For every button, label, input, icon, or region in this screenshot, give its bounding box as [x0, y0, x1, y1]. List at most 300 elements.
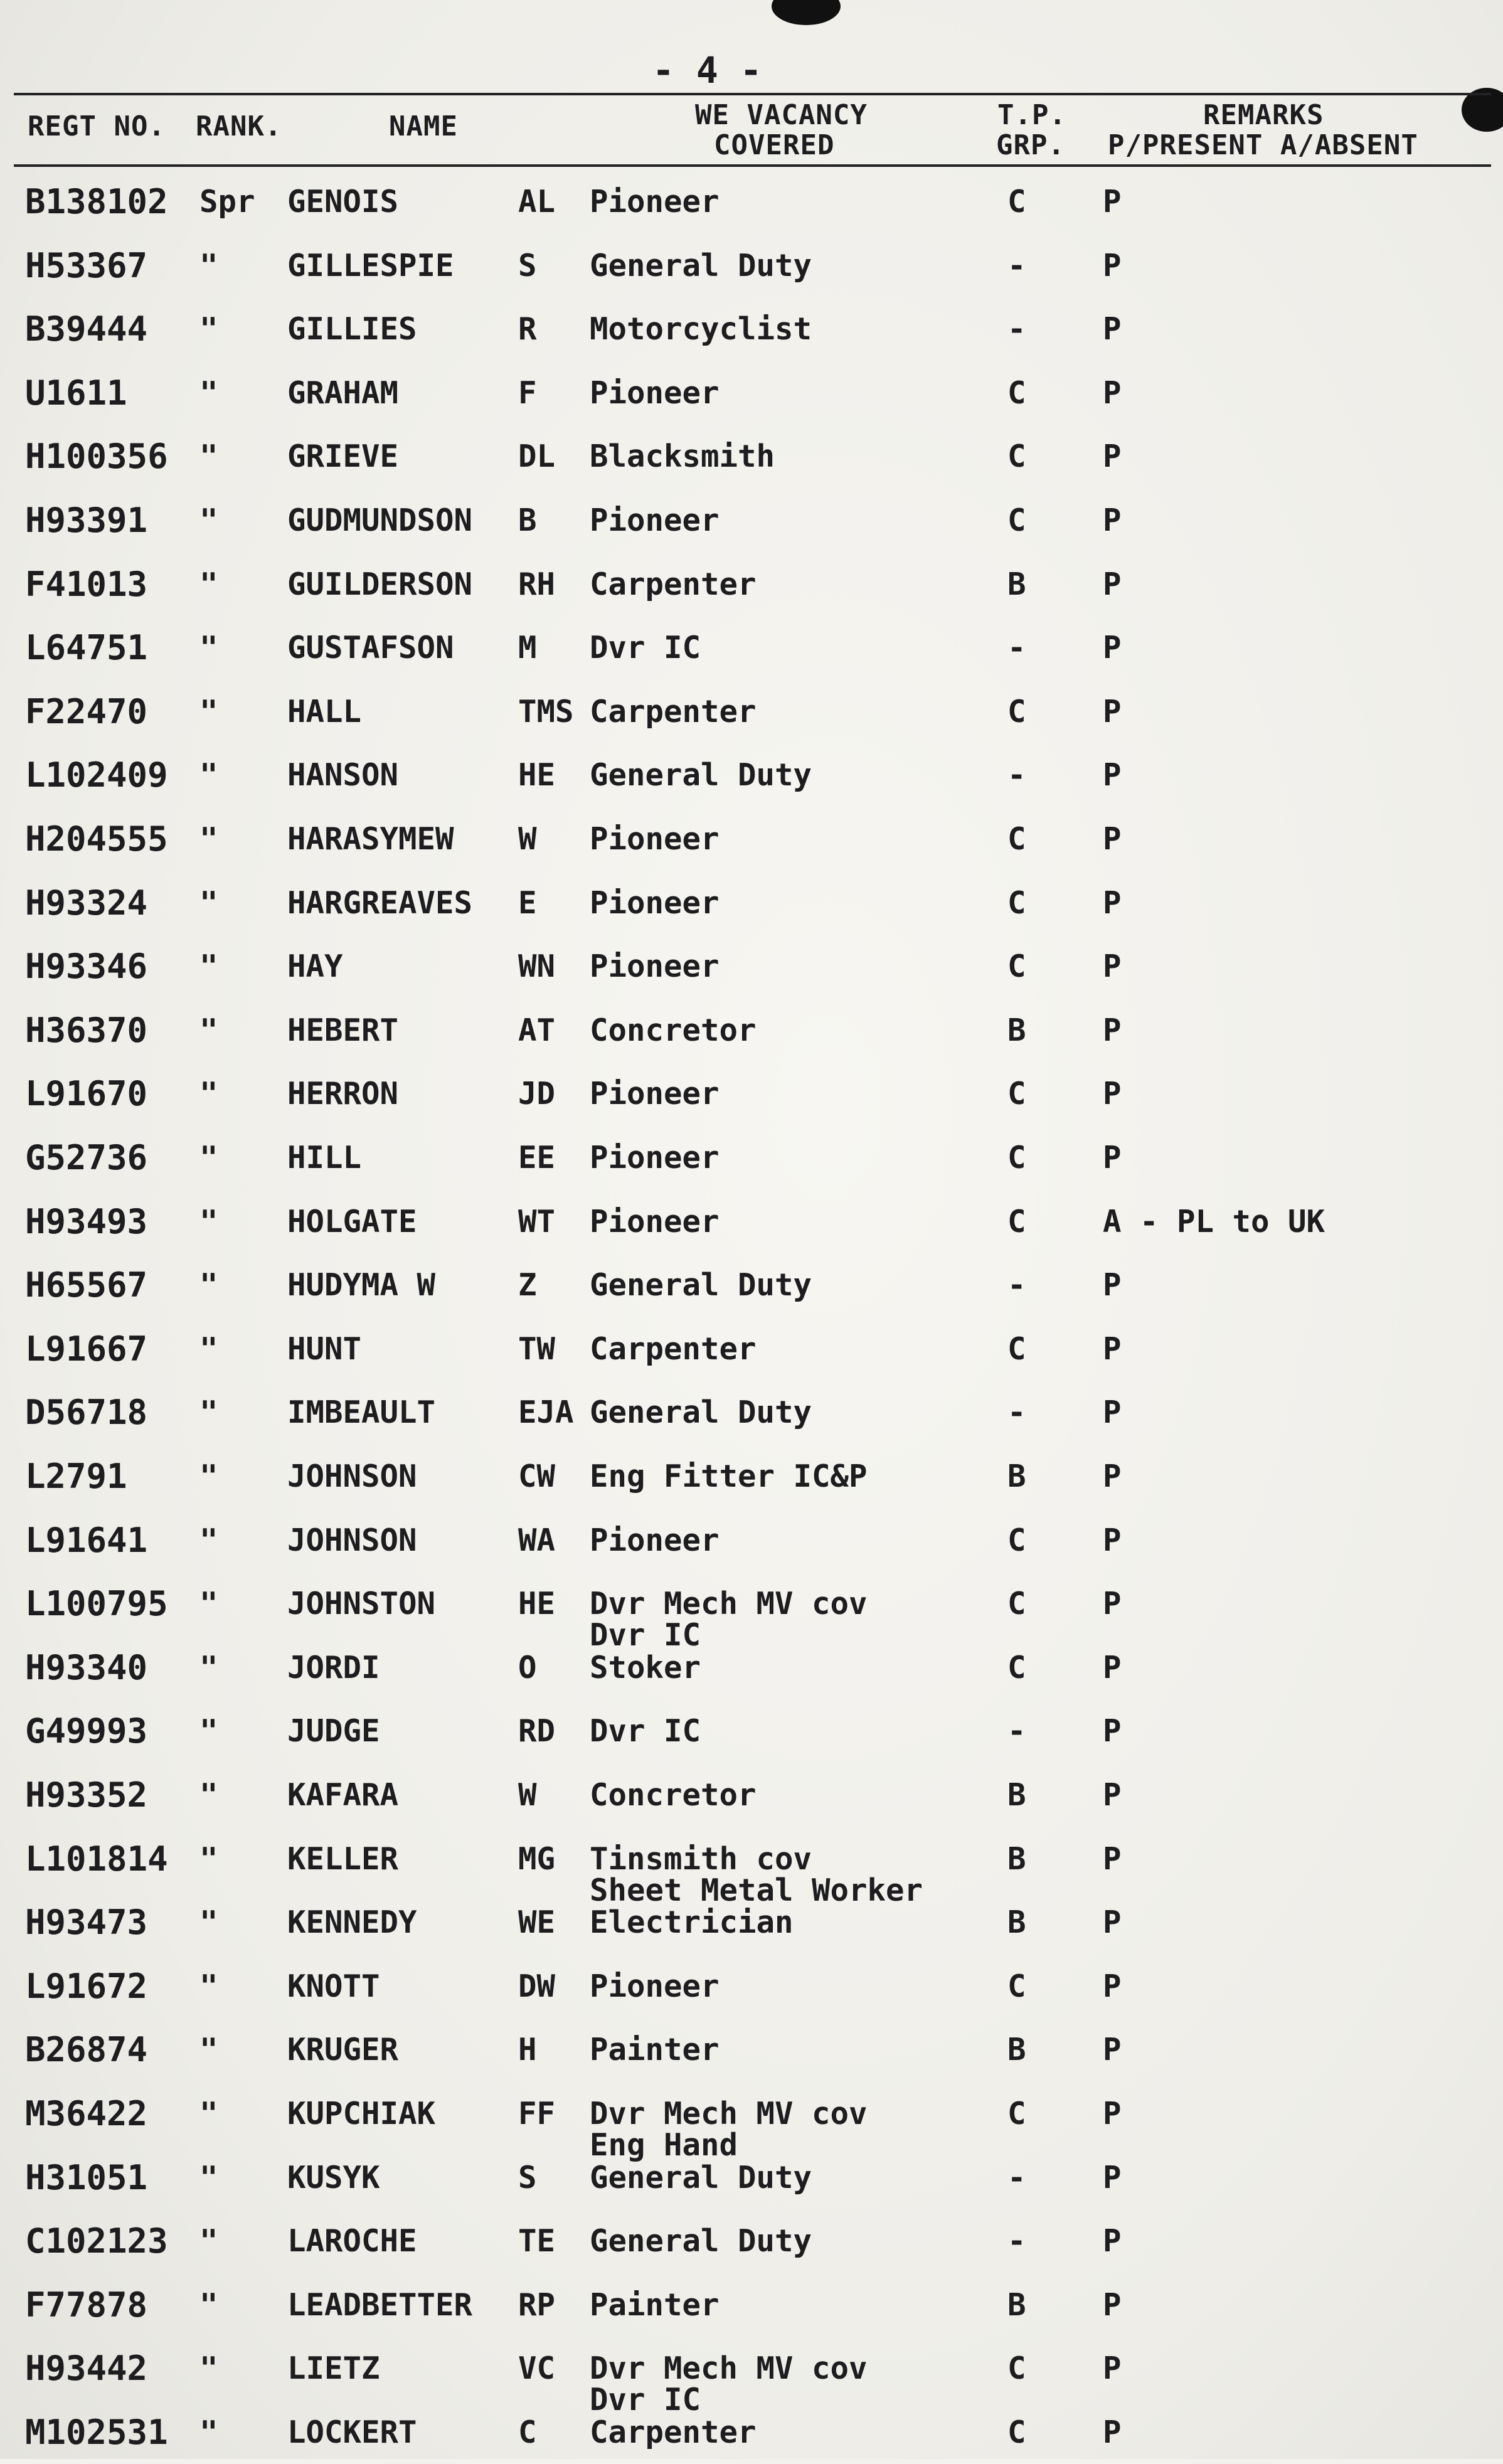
- rank-cell: ": [199, 1777, 218, 1813]
- rank-cell: ": [199, 2032, 218, 2068]
- table-row: [0, 1635, 1503, 1699]
- rank-cell: ": [199, 2286, 218, 2323]
- vacancy-cell-secondary: Sheet Metal Worker: [590, 1872, 923, 1908]
- initials-cell: WA: [518, 1522, 556, 1558]
- rank-cell: ": [199, 374, 218, 411]
- table-row: [0, 169, 1503, 233]
- tp-group-cell: -: [1007, 1267, 1026, 1304]
- initials-cell: M: [518, 630, 537, 666]
- remarks-cell: P: [1103, 374, 1122, 411]
- table-row: [0, 2400, 1503, 2464]
- tp-group-cell: C: [1007, 184, 1026, 220]
- vacancy-cell: Dvr Mech MV cov: [590, 2350, 868, 2387]
- vacancy-cell: Electrician: [590, 1904, 794, 1941]
- regt-no-cell: H53367: [25, 245, 148, 285]
- tp-group-cell: C: [1007, 884, 1026, 921]
- initials-cell: C: [518, 2414, 537, 2450]
- initials-cell: CW: [518, 1458, 556, 1494]
- regt-no-cell: H93493: [25, 1201, 148, 1241]
- initials-cell: Z: [518, 1267, 537, 1304]
- table-row: [0, 2336, 1503, 2418]
- tp-group-cell: -: [1007, 247, 1026, 284]
- vacancy-cell: Pioneer: [590, 1522, 720, 1558]
- vacancy-cell: Pioneer: [590, 502, 720, 538]
- regt-no-cell: H93324: [25, 883, 148, 923]
- table-row: [0, 297, 1503, 361]
- tp-group-cell: -: [1007, 2159, 1026, 2196]
- vacancy-cell: Pioneer: [590, 884, 720, 921]
- initials-cell: W: [518, 821, 537, 857]
- rank-cell: ": [199, 247, 218, 284]
- rank-cell: ": [199, 502, 218, 538]
- tp-group-cell: -: [1007, 1394, 1026, 1431]
- name-cell: GILLESPIE: [287, 247, 454, 284]
- vacancy-cell: Dvr IC: [590, 1713, 701, 1750]
- header-top-rule: [14, 93, 1491, 95]
- rank-cell: Spr: [199, 184, 255, 220]
- header-regt-no: REGT NO.: [28, 110, 166, 142]
- tp-group-cell: C: [1007, 693, 1026, 730]
- table-row: [0, 424, 1503, 488]
- table-row: [0, 1380, 1503, 1444]
- table-row: [0, 1189, 1503, 1253]
- regt-no-cell: L91672: [25, 1966, 148, 2006]
- table-row: [0, 1699, 1503, 1763]
- tp-group-cell: B: [1007, 1777, 1026, 1813]
- regt-no-cell: H93352: [25, 1775, 148, 1815]
- regt-no-cell: L91641: [25, 1520, 148, 1560]
- remarks-cell: P: [1103, 566, 1122, 602]
- tp-group-cell: C: [1007, 1203, 1026, 1240]
- vacancy-cell: Stoker: [590, 1649, 701, 1686]
- initials-cell: RP: [518, 2286, 556, 2323]
- regt-no-cell: F41013: [25, 564, 148, 604]
- rank-cell: ": [199, 1522, 218, 1558]
- name-cell: GILLIES: [287, 311, 417, 348]
- header-remarks-line1: REMARKS: [1203, 99, 1324, 131]
- vacancy-cell-secondary: Dvr IC: [590, 2382, 701, 2418]
- rank-cell: ": [199, 311, 218, 348]
- tp-group-cell: -: [1007, 757, 1026, 794]
- vacancy-cell: General Duty: [590, 757, 812, 794]
- tp-group-cell: C: [1007, 2096, 1026, 2132]
- regt-no-cell: H31051: [25, 2157, 148, 2197]
- vacancy-cell: General Duty: [590, 247, 812, 284]
- vacancy-cell: Motorcyclist: [590, 311, 812, 348]
- initials-cell: JD: [518, 1076, 556, 1112]
- initials-cell: WN: [518, 948, 556, 985]
- name-cell: JOHNSTON: [287, 1586, 436, 1622]
- regt-no-cell: L91667: [25, 1329, 148, 1369]
- tp-group-cell: C: [1007, 1076, 1026, 1112]
- remarks-cell: P: [1103, 2223, 1122, 2260]
- regt-no-cell: H65567: [25, 1265, 148, 1305]
- regt-no-cell: H204555: [25, 819, 168, 859]
- remarks-cell: P: [1103, 184, 1122, 220]
- ink-blot-top: [772, 0, 841, 25]
- vacancy-cell: Pioneer: [590, 1203, 720, 1240]
- table-row: [0, 2081, 1503, 2163]
- remarks-cell: P: [1103, 2159, 1122, 2196]
- remarks-cell: P: [1103, 2286, 1122, 2323]
- vacancy-cell: Carpenter: [590, 2414, 757, 2450]
- tp-group-cell: C: [1007, 502, 1026, 538]
- table-row: [0, 552, 1503, 616]
- rank-cell: ": [199, 1649, 218, 1686]
- rank-cell: ": [199, 1203, 218, 1240]
- header-vacancy-line1: WE VACANCY: [695, 99, 868, 131]
- initials-cell: WE: [518, 1904, 556, 1941]
- vacancy-cell: Pioneer: [590, 1968, 720, 2004]
- name-cell: JORDI: [287, 1649, 380, 1686]
- vacancy-cell: Painter: [590, 2032, 720, 2068]
- rank-cell: ": [199, 1458, 218, 1494]
- table-row: [0, 998, 1503, 1062]
- rank-cell: ": [199, 630, 218, 666]
- tp-group-cell: C: [1007, 1649, 1026, 1686]
- rank-cell: ": [199, 438, 218, 475]
- name-cell: KENNEDY: [287, 1904, 417, 1941]
- initials-cell: E: [518, 884, 537, 921]
- remarks-cell: P: [1103, 948, 1122, 985]
- name-cell: LOCKERT: [287, 2414, 417, 2450]
- rank-cell: ": [199, 1012, 218, 1048]
- initials-cell: MG: [518, 1840, 556, 1877]
- vacancy-cell: Tinsmith cov: [590, 1840, 812, 1877]
- table-row: [0, 1444, 1503, 1508]
- rank-cell: ": [199, 1076, 218, 1112]
- regt-no-cell: L2791: [25, 1457, 127, 1496]
- regt-no-cell: U1611: [25, 373, 127, 413]
- regt-no-cell: H93473: [25, 1903, 148, 1943]
- table-row: [0, 1763, 1503, 1827]
- name-cell: GRAHAM: [287, 374, 399, 411]
- table-row: [0, 1571, 1503, 1654]
- name-cell: GUSTAFSON: [287, 630, 454, 666]
- remarks-cell: P: [1103, 311, 1122, 348]
- tp-group-cell: C: [1007, 2414, 1026, 2450]
- table-row: [0, 2017, 1503, 2081]
- remarks-cell: P: [1103, 2350, 1122, 2387]
- tp-group-cell: C: [1007, 2350, 1026, 2387]
- table-row: [0, 2145, 1503, 2209]
- name-cell: HERRON: [287, 1076, 399, 1112]
- rank-cell: ": [199, 1713, 218, 1750]
- remarks-cell: P: [1103, 1713, 1122, 1750]
- table-row: [0, 2209, 1503, 2273]
- header-tp-line1: T.P.: [997, 99, 1066, 131]
- vacancy-cell-secondary: Dvr IC: [590, 1617, 701, 1654]
- initials-cell: F: [518, 374, 537, 411]
- initials-cell: TMS: [518, 693, 574, 730]
- rank-cell: ": [199, 884, 218, 921]
- remarks-cell: P: [1103, 1777, 1122, 1813]
- remarks-cell: P: [1103, 1586, 1122, 1622]
- vacancy-cell: General Duty: [590, 1267, 812, 1304]
- regt-no-cell: M102531: [25, 2413, 168, 2452]
- remarks-cell: P: [1103, 1649, 1122, 1686]
- table-row: [0, 1508, 1503, 1572]
- name-cell: KAFARA: [287, 1777, 399, 1813]
- name-cell: GUDMUNDSON: [287, 502, 473, 538]
- initials-cell: S: [518, 247, 537, 284]
- initials-cell: B: [518, 502, 537, 538]
- remarks-cell: P: [1103, 1522, 1122, 1558]
- remarks-cell: P: [1103, 502, 1122, 538]
- vacancy-cell-secondary: Eng Hand: [590, 2127, 738, 2163]
- vacancy-cell: Carpenter: [590, 1330, 757, 1367]
- vacancy-cell: Carpenter: [590, 566, 757, 602]
- rank-cell: ": [199, 821, 218, 857]
- regt-no-cell: F77878: [25, 2285, 148, 2325]
- remarks-cell: P: [1103, 1267, 1122, 1304]
- rank-cell: ": [199, 1904, 218, 1941]
- regt-no-cell: M36422: [25, 2094, 148, 2133]
- vacancy-cell: Painter: [590, 2286, 720, 2323]
- remarks-cell: P: [1103, 2414, 1122, 2450]
- table-row: [0, 361, 1503, 425]
- initials-cell: H: [518, 2032, 537, 2068]
- tp-group-cell: B: [1007, 2032, 1026, 2068]
- rank-cell: ": [199, 2159, 218, 2196]
- tp-group-cell: C: [1007, 374, 1026, 411]
- remarks-cell: P: [1103, 438, 1122, 475]
- remarks-cell: P: [1103, 2096, 1122, 2132]
- initials-cell: W: [518, 1777, 537, 1813]
- vacancy-cell: Pioneer: [590, 1076, 720, 1112]
- initials-cell: EE: [518, 1140, 556, 1176]
- rank-cell: ": [199, 1394, 218, 1431]
- regt-no-cell: H93442: [25, 2349, 148, 2389]
- header-vacancy-line2: COVERED: [714, 129, 835, 161]
- vacancy-cell: Pioneer: [590, 821, 720, 857]
- name-cell: KUSYK: [287, 2159, 380, 2196]
- name-cell: HARASYMEW: [287, 821, 454, 857]
- header-bottom-rule: [14, 164, 1491, 167]
- table-row: [0, 679, 1503, 743]
- name-cell: GRIEVE: [287, 438, 399, 475]
- rank-cell: ": [199, 1330, 218, 1367]
- remarks-cell: P: [1103, 1968, 1122, 2004]
- tp-group-cell: C: [1007, 1140, 1026, 1176]
- tp-group-cell: -: [1007, 2223, 1026, 2260]
- rank-cell: ": [199, 1267, 218, 1304]
- table-row: [0, 1890, 1503, 1954]
- name-cell: GENOIS: [287, 184, 399, 220]
- initials-cell: FF: [518, 2096, 556, 2132]
- name-cell: KNOTT: [287, 1968, 380, 2004]
- table-row: [0, 233, 1503, 297]
- regt-no-cell: H93391: [25, 501, 148, 540]
- remarks-cell: P: [1103, 1330, 1122, 1367]
- initials-cell: EJA: [518, 1394, 574, 1431]
- initials-cell: AL: [518, 184, 556, 220]
- vacancy-cell: Pioneer: [590, 374, 720, 411]
- tp-group-cell: C: [1007, 821, 1026, 857]
- tp-group-cell: -: [1007, 311, 1026, 348]
- initials-cell: HE: [518, 1586, 556, 1622]
- initials-cell: DW: [518, 1968, 556, 2004]
- rank-cell: ": [199, 1140, 218, 1176]
- vacancy-cell: Carpenter: [590, 693, 757, 730]
- vacancy-cell: Pioneer: [590, 1140, 720, 1176]
- remarks-cell: P: [1103, 1012, 1122, 1048]
- name-cell: JUDGE: [287, 1713, 380, 1750]
- vacancy-cell: Blacksmith: [590, 438, 775, 475]
- name-cell: HOLGATE: [287, 1203, 417, 1240]
- regt-no-cell: G49993: [25, 1711, 148, 1751]
- regt-no-cell: H36370: [25, 1010, 148, 1050]
- vacancy-cell: Pioneer: [590, 184, 720, 220]
- remarks-cell: P: [1103, 2032, 1122, 2068]
- table-row: [0, 1253, 1503, 1317]
- remarks-cell: P: [1103, 757, 1122, 794]
- regt-no-cell: H100356: [25, 437, 168, 477]
- vacancy-cell: General Duty: [590, 2223, 812, 2260]
- tp-group-cell: -: [1007, 630, 1026, 666]
- header-remarks-line2: P/PRESENT A/ABSENT: [1108, 129, 1418, 161]
- tp-group-cell: C: [1007, 948, 1026, 985]
- initials-cell: RH: [518, 566, 556, 602]
- rank-cell: ": [199, 757, 218, 794]
- initials-cell: TE: [518, 2223, 556, 2260]
- name-cell: HUNT: [287, 1330, 362, 1367]
- name-cell: KUPCHIAK: [287, 2096, 436, 2132]
- name-cell: JOHNSON: [287, 1458, 417, 1494]
- tp-group-cell: -: [1007, 1713, 1026, 1750]
- remarks-cell: P: [1103, 1904, 1122, 1941]
- table-row: [0, 934, 1503, 998]
- regt-no-cell: B138102: [25, 182, 168, 221]
- initials-cell: HE: [518, 757, 556, 794]
- remarks-cell: P: [1103, 1076, 1122, 1112]
- table-row: [0, 743, 1503, 807]
- vacancy-cell: General Duty: [590, 2159, 812, 2196]
- tp-group-cell: B: [1007, 1012, 1026, 1048]
- rank-cell: ": [199, 1968, 218, 2004]
- vacancy-cell: Pioneer: [590, 948, 720, 985]
- vacancy-cell: Concretor: [590, 1777, 757, 1813]
- tp-group-cell: B: [1007, 1904, 1026, 1941]
- name-cell: JOHNSON: [287, 1522, 417, 1558]
- name-cell: HANSON: [287, 757, 399, 794]
- regt-no-cell: H93340: [25, 1647, 148, 1687]
- header-rank: RANK.: [196, 110, 282, 142]
- tp-group-cell: B: [1007, 1458, 1026, 1494]
- table-row: [0, 488, 1503, 552]
- remarks-cell: P: [1103, 693, 1122, 730]
- tp-group-cell: C: [1007, 1968, 1026, 2004]
- regt-no-cell: B39444: [25, 309, 148, 349]
- rank-cell: ": [199, 2096, 218, 2132]
- header-tp-line2: GRP.: [996, 129, 1065, 161]
- table-row: [0, 2273, 1503, 2337]
- regt-no-cell: L100795: [25, 1584, 168, 1624]
- vacancy-cell: Eng Fitter IC&P: [590, 1458, 868, 1494]
- remarks-cell: A - PL to UK: [1103, 1203, 1325, 1240]
- regt-no-cell: L101814: [25, 1839, 168, 1879]
- name-cell: LEADBETTER: [287, 2286, 473, 2323]
- name-cell: KRUGER: [287, 2032, 399, 2068]
- rank-cell: ": [199, 693, 218, 730]
- rank-cell: ": [199, 2223, 218, 2260]
- name-cell: HUDYMA W: [287, 1267, 436, 1304]
- initials-cell: AT: [518, 1012, 556, 1048]
- tp-group-cell: B: [1007, 566, 1026, 602]
- initials-cell: WT: [518, 1203, 556, 1240]
- initials-cell: TW: [518, 1330, 556, 1367]
- regt-no-cell: C102123: [25, 2221, 168, 2261]
- table-row: [0, 1954, 1503, 2018]
- vacancy-cell: Concretor: [590, 1012, 757, 1048]
- rank-cell: ": [199, 948, 218, 985]
- table-row: [0, 1317, 1503, 1381]
- initials-cell: RD: [518, 1713, 556, 1750]
- table-row: [0, 1125, 1503, 1189]
- regt-no-cell: L102409: [25, 755, 168, 795]
- name-cell: GUILDERSON: [287, 566, 473, 602]
- tp-group-cell: C: [1007, 438, 1026, 475]
- regt-no-cell: L91670: [25, 1074, 148, 1114]
- table-row: [0, 1061, 1503, 1125]
- name-cell: HILL: [287, 1140, 362, 1176]
- rank-cell: ": [199, 1840, 218, 1877]
- remarks-cell: P: [1103, 1394, 1122, 1431]
- rank-cell: ": [199, 2350, 218, 2387]
- name-cell: HEBERT: [287, 1012, 399, 1048]
- name-cell: HARGREAVES: [287, 884, 473, 921]
- tp-group-cell: C: [1007, 1522, 1026, 1558]
- remarks-cell: P: [1103, 884, 1122, 921]
- regt-no-cell: B26874: [25, 2030, 148, 2070]
- remarks-cell: P: [1103, 1458, 1122, 1494]
- remarks-cell: P: [1103, 630, 1122, 666]
- vacancy-cell: Dvr IC: [590, 630, 701, 666]
- remarks-cell: P: [1103, 247, 1122, 284]
- tp-group-cell: B: [1007, 2286, 1026, 2323]
- regt-no-cell: L64751: [25, 628, 148, 668]
- initials-cell: S: [518, 2159, 537, 2196]
- rank-cell: ": [199, 566, 218, 602]
- regt-no-cell: F22470: [25, 691, 148, 731]
- initials-cell: VC: [518, 2350, 556, 2387]
- name-cell: KELLER: [287, 1840, 399, 1877]
- name-cell: LAROCHE: [287, 2223, 417, 2260]
- table-row: [0, 871, 1503, 935]
- name-cell: HAY: [287, 948, 343, 985]
- initials-cell: R: [518, 311, 537, 348]
- remarks-cell: P: [1103, 821, 1122, 857]
- vacancy-cell: Dvr Mech MV cov: [590, 1586, 868, 1622]
- tp-group-cell: C: [1007, 1330, 1026, 1367]
- remarks-cell: P: [1103, 1840, 1122, 1877]
- rank-cell: ": [199, 2414, 218, 2450]
- header-name: NAME: [389, 110, 458, 142]
- tp-group-cell: B: [1007, 1840, 1026, 1877]
- tp-group-cell: C: [1007, 1586, 1026, 1622]
- regt-no-cell: G52736: [25, 1138, 148, 1177]
- name-cell: HALL: [287, 693, 362, 730]
- rank-cell: ": [199, 1586, 218, 1622]
- page-number: - 4 -: [652, 49, 762, 92]
- initials-cell: O: [518, 1649, 537, 1686]
- initials-cell: DL: [518, 438, 556, 475]
- name-cell: IMBEAULT: [287, 1394, 436, 1431]
- regt-no-cell: H93346: [25, 947, 148, 987]
- regt-no-cell: D56718: [25, 1393, 148, 1433]
- remarks-cell: P: [1103, 1140, 1122, 1176]
- name-cell: LIETZ: [287, 2350, 380, 2387]
